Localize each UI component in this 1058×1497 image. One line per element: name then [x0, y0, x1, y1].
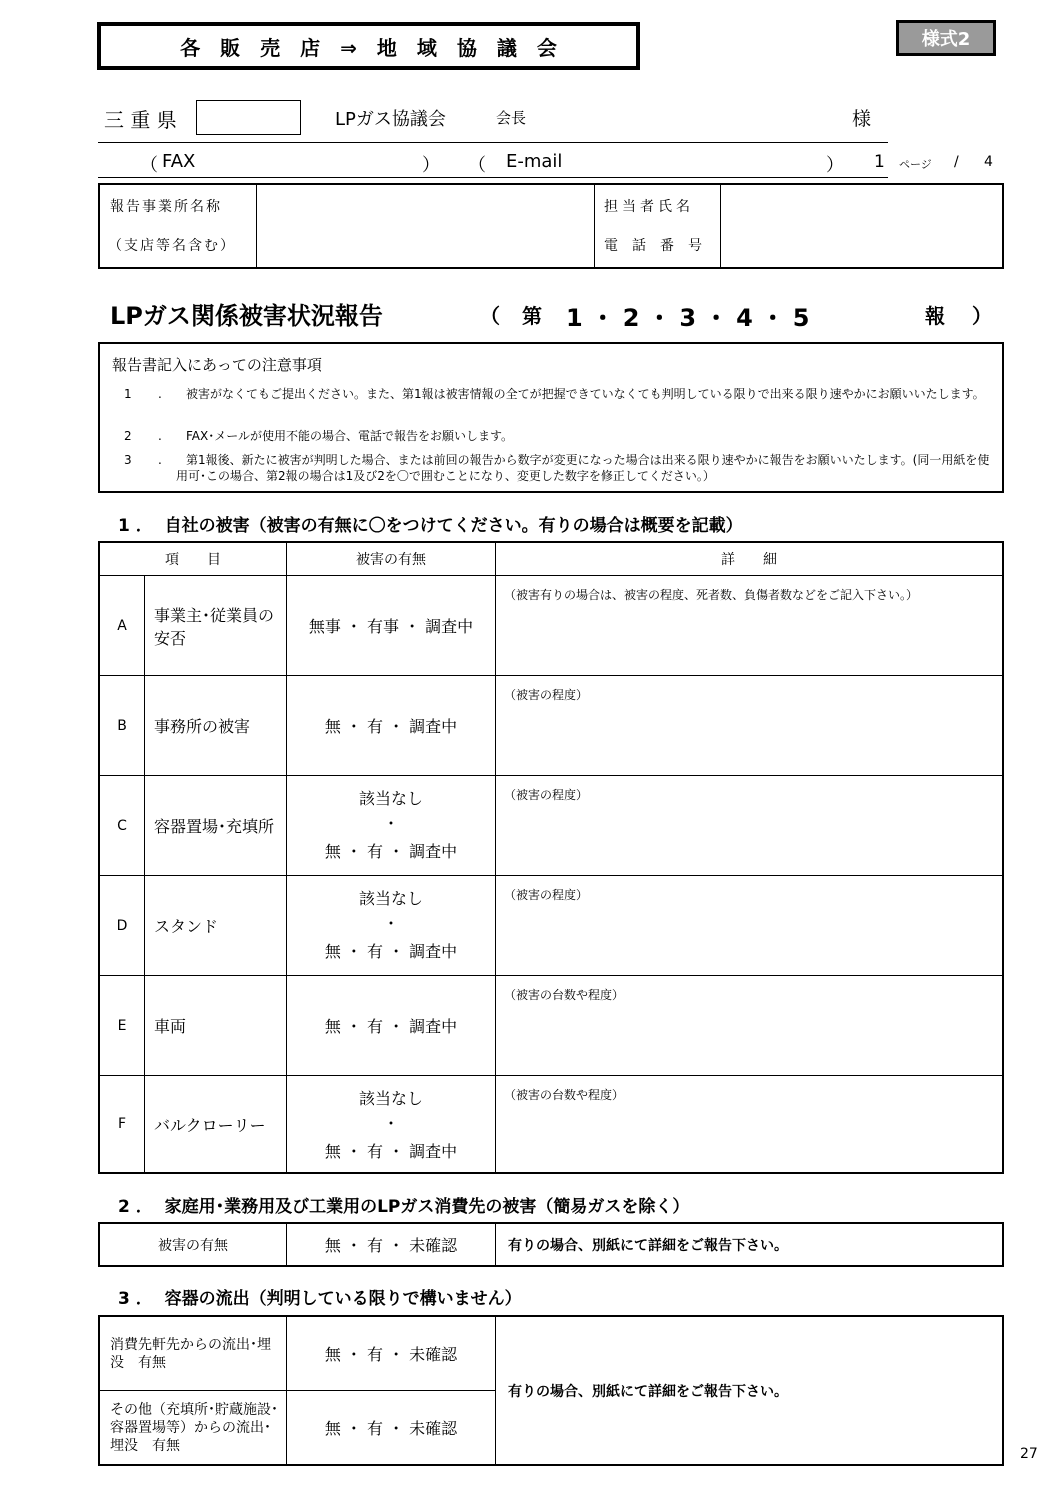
page-total: 4 — [984, 154, 993, 170]
fax-underline — [98, 177, 888, 178]
row-status-na[interactable]: 該当なし — [358, 1089, 423, 1108]
col-item-header: 項 目 — [165, 552, 221, 568]
office-label-1: 報告事業所名称 — [110, 199, 222, 215]
section1-heading: 1 ． 自社の被害（被害の有無に〇をつけてください。有りの場合は概要を記載） — [118, 516, 743, 536]
route-title-box — [97, 22, 640, 70]
row-code: A — [117, 617, 127, 634]
phone-label: 電 話 番 号 — [604, 238, 702, 254]
form-badge-label: 様式2 — [921, 29, 971, 50]
row-status[interactable]: 無 ・ 有 ・ 調査中 — [324, 942, 458, 961]
honorific: 様 — [852, 108, 872, 130]
consumer-damage-table — [98, 1222, 1004, 1267]
consumer-damage-note: 有りの場合、別紙にて詳細をご報告下さい。 — [508, 1237, 788, 1254]
person-input[interactable] — [724, 187, 1000, 265]
email-open: （ — [468, 155, 486, 176]
damage-table — [98, 541, 1004, 1174]
row-code: F — [117, 1116, 127, 1132]
row-detail[interactable]: （被害の台数や程度） — [504, 1088, 625, 1102]
report-close: ） — [972, 304, 992, 328]
outflow-other-status[interactable]: 無 ・ 有 ・ 未確認 — [324, 1419, 458, 1438]
email-close: ） — [826, 155, 844, 176]
row-item: 容器置場･充填所 — [154, 817, 275, 836]
page-number: 27 — [1020, 1446, 1038, 1462]
report-open: （ — [480, 304, 500, 328]
row-detail[interactable]: （被害の程度） — [504, 688, 589, 702]
form-badge — [896, 20, 996, 56]
person-label: 担当者氏名 — [604, 199, 694, 215]
row-code: B — [117, 717, 127, 734]
reporter-table — [98, 183, 1004, 269]
row-status-dot: ・ — [382, 1114, 399, 1133]
row-status[interactable]: 無 ・ 有 ・ 調査中 — [324, 842, 458, 861]
outflow-other-label: その他（充填所･貯蔵施設･容器置場等）からの流出･埋没 有無 — [110, 1401, 278, 1454]
email-label: E-mail — [506, 151, 563, 172]
report-title: LPガス関係被害状況報告 — [110, 302, 383, 330]
prefecture: 三 重 県 — [104, 108, 177, 132]
row-item: バルクローリー — [154, 1115, 266, 1135]
report-dai: 第 — [522, 304, 542, 328]
row-detail[interactable]: （被害の程度） — [504, 888, 589, 902]
addressee-underline — [98, 142, 888, 143]
fax-open: （ — [140, 155, 158, 176]
region-input[interactable] — [196, 100, 301, 135]
row-item: 車両 — [154, 1017, 187, 1036]
report-numbers[interactable]: 1・2・3・4・5 — [566, 304, 818, 332]
row-detail[interactable]: （被害有りの場合は、被害の程度、死者数、負傷者数などをご記入下さい。） — [504, 588, 919, 602]
section2-heading: 2 ． 家庭用･業務用及び工業用のLPガス消費先の被害（簡易ガスを除く） — [118, 1197, 690, 1217]
consumer-damage-status[interactable]: 無 ・ 有 ・ 未確認 — [324, 1236, 458, 1255]
notes-box: 報告書記入にあっての注意事項 1 . 被害がなくてもご提出ください。また、第1報は被害情報の全てが把握できていなくても判明している限りで出来る限り速やかにお願いいたします。 2 . FAX･メールが使用不能の場合、電話で報告をお願いします。 3 . 第1報後、新たに被害が判明した場合、または前回の報告から数字が変更になった場合は出来る限り速やかに報告をお願いいたします。(同一用紙を使用可･この場合、第2報の場合は1及び2を〇で囲むことになり、変更した数字を修正してください。） — [98, 342, 1004, 493]
fax-close: ） — [422, 155, 440, 176]
row-status-dot: ・ — [382, 814, 399, 833]
row-status[interactable]: 無 ・ 有 ・ 調査中 — [324, 717, 458, 736]
route-title: 各 販 売 店 ⇒ 地 域 協 議 会 — [180, 35, 557, 60]
row-status-na[interactable]: 該当なし — [358, 889, 423, 908]
row-status[interactable]: 無 ・ 有 ・ 調査中 — [324, 1142, 458, 1161]
office-label-2: （支店等名含む） — [108, 238, 236, 254]
row-item: 事業主･従業員の安否 — [154, 605, 275, 648]
row-code: D — [116, 917, 128, 934]
col-detail-header: 詳 細 — [721, 552, 777, 568]
fax-label: FAX — [162, 151, 196, 172]
association-label: LPガス協議会 — [335, 109, 446, 130]
outflow-consumer-status[interactable]: 無 ・ 有 ・ 未確認 — [324, 1345, 458, 1364]
row-status-dot: ・ — [382, 914, 399, 933]
row-item: スタンド — [154, 917, 219, 936]
page-sep: / — [954, 154, 959, 170]
row-detail[interactable]: （被害の程度） — [504, 788, 589, 802]
row-status-na[interactable]: 該当なし — [358, 789, 423, 808]
row-code: E — [117, 1017, 127, 1034]
row-status[interactable]: 無事 ・ 有事 ・ 調査中 — [308, 617, 474, 636]
page-current: 1 — [874, 152, 885, 172]
notes-heading: 報告書記入にあっての注意事項 — [112, 356, 322, 374]
outflow-consumer-label: 消費先軒先からの流出･埋没 有無 — [110, 1336, 271, 1371]
row-code: C — [117, 817, 127, 834]
cylinder-outflow-table — [98, 1315, 1004, 1466]
consumer-damage-label: 被害の有無 — [158, 1237, 228, 1254]
row-item: 事務所の被害 — [154, 717, 251, 736]
page-label: ページ — [899, 158, 932, 171]
col-status-header: 被害の有無 — [356, 552, 426, 568]
outflow-note: 有りの場合、別紙にて詳細をご報告下さい。 — [508, 1383, 788, 1400]
section3-heading: 3 ． 容器の流出（判明している限りで構いません） — [118, 1289, 522, 1309]
office-name-input[interactable] — [260, 187, 590, 265]
report-ho: 報 — [925, 304, 945, 328]
row-detail[interactable]: （被害の台数や程度） — [504, 988, 625, 1002]
row-status[interactable]: 無 ・ 有 ・ 調査中 — [324, 1017, 458, 1036]
chair-label: 会長 — [496, 109, 527, 127]
